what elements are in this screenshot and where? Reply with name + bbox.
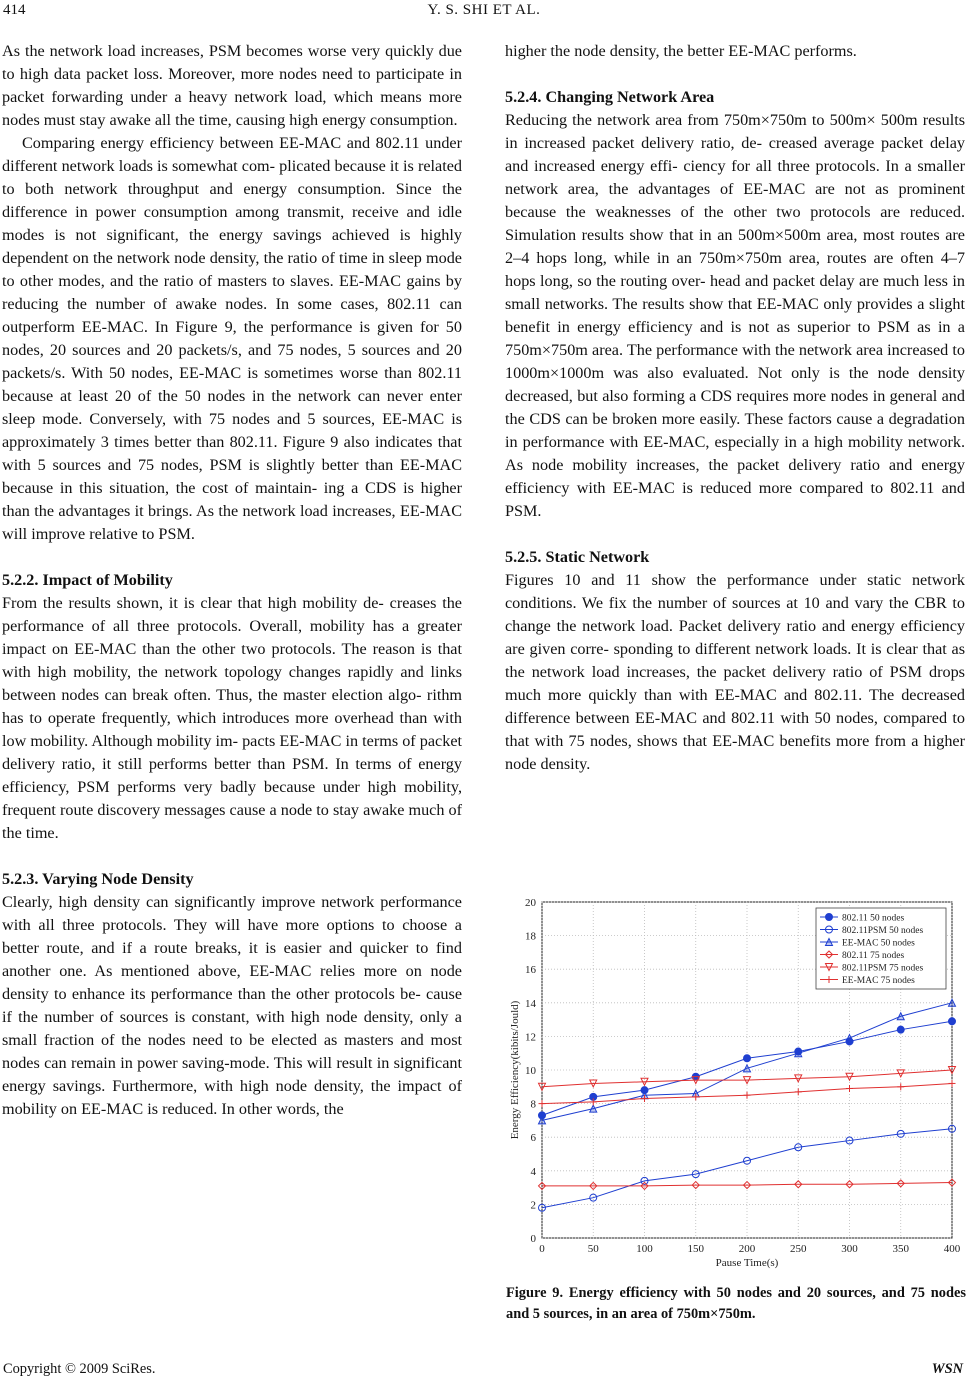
section-heading-5-2-4: 5.2.4. Changing Network Area	[505, 88, 715, 106]
page-number: 414	[3, 2, 26, 18]
y-tick-label: 16	[525, 964, 536, 977]
energy-efficiency-chart	[506, 892, 966, 1287]
paragraph: From the results shown, it is clear that high mobility de- creases the performance of all three protocols. Overall, mobility has a greater impact on EE-MAC than the other two protocols. The reason is that with high mobility, the network topology changes rapidly and links between nodes can break often. Thus, the master election algo- rithm has to operate frequently, which introduces more overhead than with low mobility. Although mobility im- pacts EE-MAC in terms of packet delivery ratio, it still performs better than PSM. In terms of energy efficiency, PSM performs very badly because under high mobility, frequent route discovery messages cause a node to stay awake much of the time.	[2, 594, 462, 842]
legend-entry: EE-MAC 50 nodes	[842, 938, 915, 949]
section-heading-5-2-3: 5.2.3. Varying Node Density	[2, 870, 194, 888]
copyright-notice: Copyright © 2009 SciRes.	[3, 1361, 156, 1377]
data-point	[949, 1018, 956, 1025]
running-title: Y. S. SHI ET AL.	[427, 2, 541, 18]
figure-caption: Figure 9. Energy efficiency with 50 nodes and 20 sources, and 75 nodes and 5 sources, in an area of 750m×750m.	[506, 1285, 966, 1322]
paragraph: higher the node density, the better EE-MAC performs.	[505, 42, 857, 60]
y-tick-label: 14	[525, 997, 536, 1010]
y-tick-label: 6	[530, 1132, 536, 1145]
paragraph: Clearly, high density can significantly improve network performance with all three protocols. They will have more options to choose a better route, and if a route breaks, it is easier and quicker to find another one. As mentioned above, EE-MAC relies more on node density to enhance its performance than the other protocols be- cause if the number of sources is constant, with high node density, only a small fraction of the nodes need to be elected as masters and most nodes can remain in power saving-mode. This will result in significant energy savings. Furthermore, with high node density, the impact of mobility on EE-MAC is reduced. In other words, the	[2, 893, 462, 1118]
legend-entry: 802.11PSM 50 nodes	[842, 926, 924, 936]
x-axis-label: Pause Time(s)	[715, 1257, 779, 1269]
x-tick-label: 0	[539, 1243, 545, 1255]
y-tick-label: 18	[525, 930, 536, 943]
y-tick-label: 2	[530, 1199, 536, 1212]
x-tick-label: 200	[738, 1243, 756, 1255]
x-tick-label: 100	[636, 1243, 653, 1255]
y-axis-label: Energy Efficiency(kibits/Jould)	[509, 1000, 521, 1140]
section-heading-5-2-2: 5.2.2. Impact of Mobility	[2, 571, 173, 589]
legend-entry: 802.11 50 nodes	[842, 913, 905, 924]
x-tick-label: 300	[841, 1243, 858, 1255]
x-tick-label: 250	[790, 1243, 807, 1255]
y-tick-label: 20	[525, 897, 536, 909]
left-column	[2, 40, 462, 1121]
y-tick-label: 10	[525, 1065, 536, 1077]
figure-9	[506, 892, 966, 1287]
section-heading-5-2-5: 5.2.5. Static Network	[505, 548, 650, 566]
paragraph: As the network load increases, PSM becomes worse very quickly due to high data packet loss. Moreover, more nodes need to participate in packet forwarding under a heavy network load, which means more nodes must stay awake all the time, causing high energy consumption.	[2, 42, 462, 129]
x-tick-label: 150	[687, 1243, 704, 1255]
legend-entry: EE-MAC 75 nodes	[842, 976, 915, 986]
y-tick-label: 12	[525, 1031, 536, 1044]
page-header	[0, 0, 968, 22]
right-column	[505, 40, 965, 776]
paragraph: Comparing energy efficiency between EE-MAC and 802.11 under different network loads is somewhat com- plicated because it is related to both network throughput and energy consumption. Since the difference in power consumption among transmit, receive and idle modes is not significant, the energy savings achieved is highly dependent on the network node density, the ratio of time in sleep mode to other modes, and the ratio of masters to slaves. EE-MAC gains by reducing the number of awake nodes. In some cases, 802.11 can outperform EE-MAC. In Figure 9, the performance is given for 50 nodes, 20 sources and 20 packets/s, and 75 nodes, 5 sources and 20 packets/s. With 50 nodes, EE-MAC is sometimes worse than 802.11 because at least 20 of the 50 nodes in the network can never enter sleep mode. Conversely, with 75 nodes and 5 sources, EE-MAC is approximately 3 times better than 802.11. Figure 9 also indicates that with 5 sources and 75 nodes, PSM is slightly better than EE-MAC because in this situation, the cost of maintain- ing a CDS is higher than the advantages it brings. As the network load increases, EE-MAC will improve relative to PSM.	[2, 134, 462, 543]
x-tick-label: 350	[892, 1243, 909, 1255]
page-footer	[0, 1361, 968, 1383]
data-point	[744, 1055, 751, 1062]
y-tick-label: 4	[530, 1165, 536, 1178]
legend-marker	[826, 914, 833, 921]
x-tick-label: 400	[943, 1243, 961, 1255]
paragraph: Figures 10 and 11 show the performance under static network conditions. We fix the number of sources at 10 and vary the CBR to change the network load. Packet delivery ratio and energy efficiency are given corre- sponding to different network loads. It is clear that as the network load increases, the packet delivery ratio of PSM drops much more quickly than with EE-MAC and 802.11. The decreased difference between EE-MAC and 802.11 with 50 nodes, compared to that with 75 nodes, shows that EE-MAC benefits more from a higher node density.	[505, 571, 965, 773]
paragraph: Reducing the network area from 750m×750m to 500m× 500m results in increased packet delivery ratio, de- creased average packet delay and increased energy effi- ciency for all three protocols. In a smaller network area, the advantages of EE-MAC are not as prominent because the weaknesses of the other two protocols are reduced. Simulation results show that in an 500m×500m area, most routes are 2–4 hops long, while in an 750m×750m area, routes are often 4–7 hops long, so the routing over- head and packet delay are much less in small networks. The results show that EE-MAC only provides a slight benefit in energy efficiency and is not as superior to PSM as in a 750m×750m area. The performance with the network area increased to 1000m×1000m was also evaluated. Not only is the node density decreased, but also forming a CDS requires more nodes in general and the CDS can be broken more easily. These factors cause a degradation in performance with EE-MAC, especially in a high mobility network. As node mobility increases, the packet delivery ratio and energy efficiency with EE-MAC is reduced more compared to 802.11 and PSM.	[505, 111, 965, 520]
y-tick-label: 0	[530, 1233, 536, 1245]
x-tick-label: 50	[587, 1243, 599, 1255]
data-point	[897, 1026, 904, 1033]
legend-entry: 802.11PSM 75 nodes	[842, 963, 924, 974]
legend-entry: 802.11 75 nodes	[842, 951, 905, 961]
journal-name: WSN	[931, 1361, 963, 1377]
y-tick-label: 8	[530, 1098, 536, 1111]
